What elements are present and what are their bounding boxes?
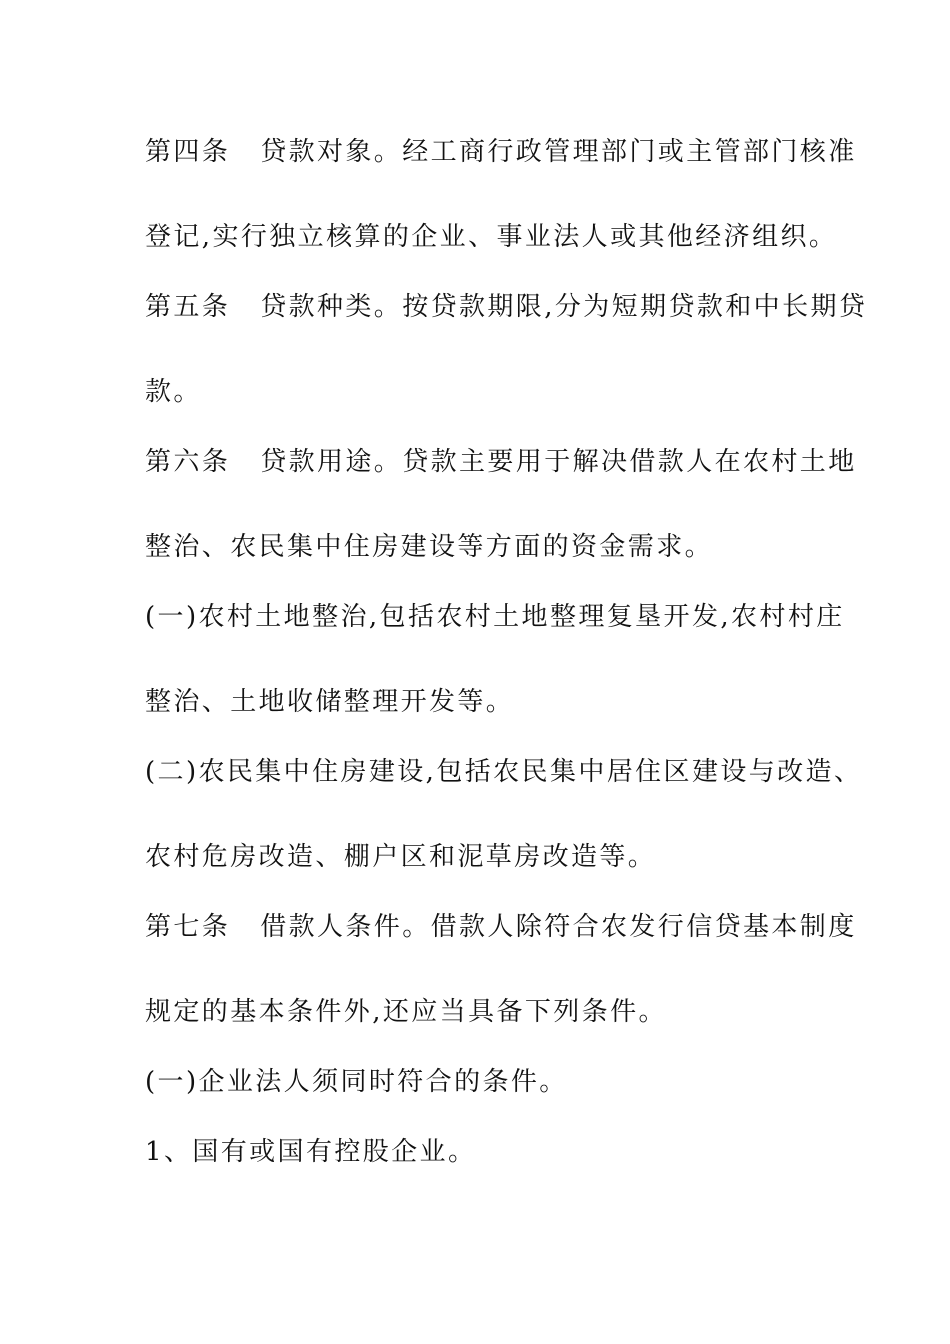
article-7-item-1: (一)企业法人须同时符合的条件。 — [145, 1067, 568, 1097]
article-5-line-1 — [145, 292, 867, 322]
article-6-text: 贷款用途。贷款主要用于解决借款人在农村土地 — [260, 447, 857, 477]
article-4-line-1 — [145, 137, 857, 167]
article-6-line-1 — [145, 447, 857, 477]
article-6-heading: 第六条 — [145, 447, 231, 477]
article-4-line-2: 登记,实行独立核算的企业、事业法人或其他经济组织。 — [145, 222, 838, 252]
article-4-text: 贷款对象。经工商行政管理部门或主管部门核准 — [260, 137, 857, 167]
article-7-subitem-1: 1、国有或国有控股企业。 — [145, 1137, 477, 1167]
article-5-text: 贷款种类。按贷款期限,分为短期贷款和中长期贷 — [260, 292, 868, 322]
article-4-heading: 第四条 — [145, 137, 231, 167]
article-6-item-2-line-2: 农村危房改造、棚户区和泥草房改造等。 — [145, 842, 657, 872]
article-7-heading: 第七条 — [145, 912, 231, 942]
article-5-heading: 第五条 — [145, 292, 231, 322]
article-7-line-2: 规定的基本条件外,还应当具备下列条件。 — [145, 997, 667, 1027]
article-6-item-2-line-1: (二)农民集中住房建设,包括农民集中居住区建设与改造、 — [145, 757, 863, 787]
article-6-line-2: 整治、农民集中住房建设等方面的资金需求。 — [145, 532, 714, 562]
article-7-line-1 — [145, 912, 857, 942]
article-7-text: 借款人条件。借款人除符合农发行信贷基本制度 — [260, 912, 857, 942]
article-6-item-1-line-1: (一)农村土地整治,包括农村土地整理复垦开发,农村村庄 — [145, 602, 845, 632]
article-6-item-1-line-2: 整治、土地收储整理开发等。 — [145, 687, 515, 717]
article-5-line-2: 款。 — [145, 377, 202, 407]
